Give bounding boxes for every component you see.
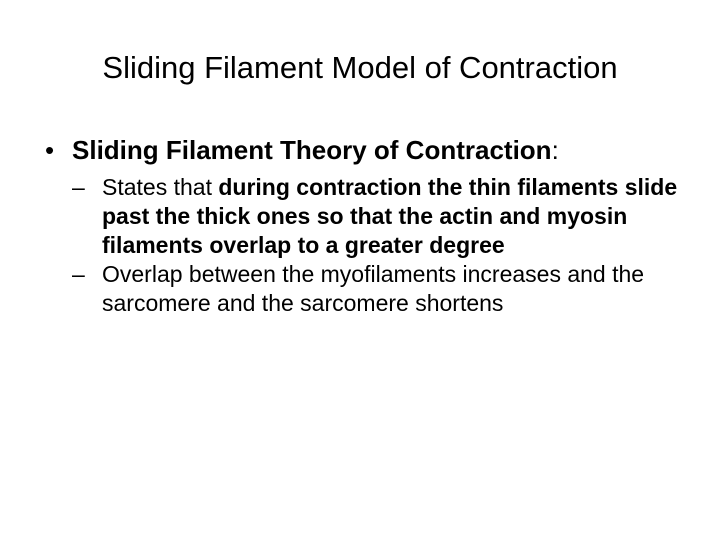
main-bullet-suffix: : [551, 135, 559, 165]
main-bullet-heading: Sliding Filament Theory of Contraction [72, 135, 552, 165]
bullet-marker: • [45, 135, 55, 165]
sub-bullet-states [72, 173, 697, 260]
main-bullet [45, 132, 705, 168]
sub-bullet-list [72, 173, 697, 318]
sub-bullet-bold-text: during contraction the thin filaments slide past the thick ones so that the actin and myosin filaments overlap to a greater degree [102, 174, 678, 258]
slide-title: Sliding Filament Model of Contraction [102, 50, 618, 85]
sub-bullet-marker: – [72, 261, 85, 287]
sub-bullet-overlap [72, 260, 697, 318]
sub-bullet-text: Overlap between the myofilaments increases and the sarcomere and the sarcomere shortens [102, 261, 645, 316]
sub-bullet-lead: States that [102, 174, 219, 200]
sub-bullet-marker: – [72, 174, 85, 200]
